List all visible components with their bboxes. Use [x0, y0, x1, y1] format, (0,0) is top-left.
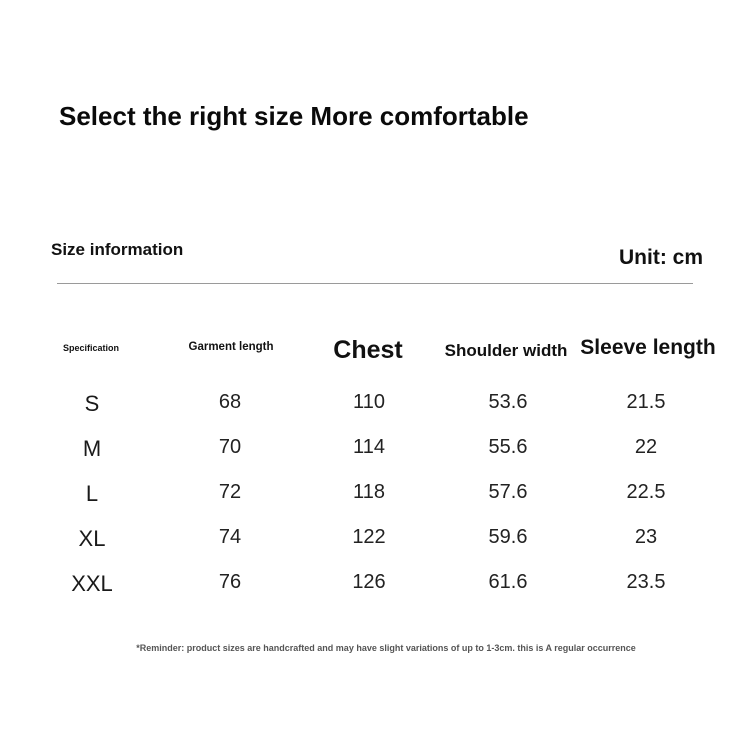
cell-sleeve-length: 23 — [634, 526, 658, 548]
cell-shoulder-width: 55.6 — [488, 436, 528, 458]
cell-shoulder-width: 57.6 — [488, 481, 528, 503]
cell-garment-length: 72 — [218, 481, 242, 503]
cell-shoulder-width: 61.6 — [488, 571, 528, 593]
section-label: Size information — [51, 240, 184, 259]
cell-shoulder-width: 53.6 — [488, 391, 528, 413]
cell-chest: 126 — [352, 571, 386, 593]
cell-sleeve-length: 22.5 — [626, 481, 666, 503]
cell-chest: 114 — [353, 436, 385, 458]
cell-garment-length: 74 — [218, 526, 242, 548]
reminder-note: *Reminder: product sizes are handcrafted and may have slight variations of up to 1-3cm. this is A regular occurrence — [136, 643, 636, 653]
table-row — [0, 481, 750, 511]
header-specification: Specification — [62, 343, 120, 353]
cell-sleeve-length: 21.5 — [626, 391, 666, 413]
header-chest: Chest — [333, 336, 403, 364]
table-row — [0, 391, 750, 421]
cell-size: XL — [78, 526, 106, 551]
page-title: Select the right size More comfortable — [59, 101, 529, 131]
cell-sleeve-length: 23.5 — [626, 571, 666, 593]
cell-size: M — [82, 436, 102, 461]
table-row — [0, 526, 750, 556]
cell-size: L — [85, 481, 99, 506]
table-row — [0, 436, 750, 466]
header-shoulder-width: Shoulder width — [444, 341, 568, 360]
divider — [57, 283, 693, 284]
cell-garment-length: 70 — [218, 436, 242, 458]
unit-label: Unit: cm — [619, 246, 703, 269]
cell-garment-length: 68 — [218, 391, 242, 413]
cell-shoulder-width: 59.6 — [488, 526, 528, 548]
cell-chest: 118 — [353, 481, 385, 503]
cell-garment-length: 76 — [218, 571, 242, 593]
table-row — [0, 571, 750, 601]
cell-size: S — [84, 391, 100, 416]
cell-size: XXL — [71, 571, 113, 596]
cell-sleeve-length: 22 — [634, 436, 658, 458]
cell-chest: 110 — [353, 391, 385, 413]
header-sleeve-length: Sleeve length — [580, 336, 716, 359]
header-garment-length: Garment length — [188, 341, 274, 353]
cell-chest: 122 — [352, 526, 386, 548]
